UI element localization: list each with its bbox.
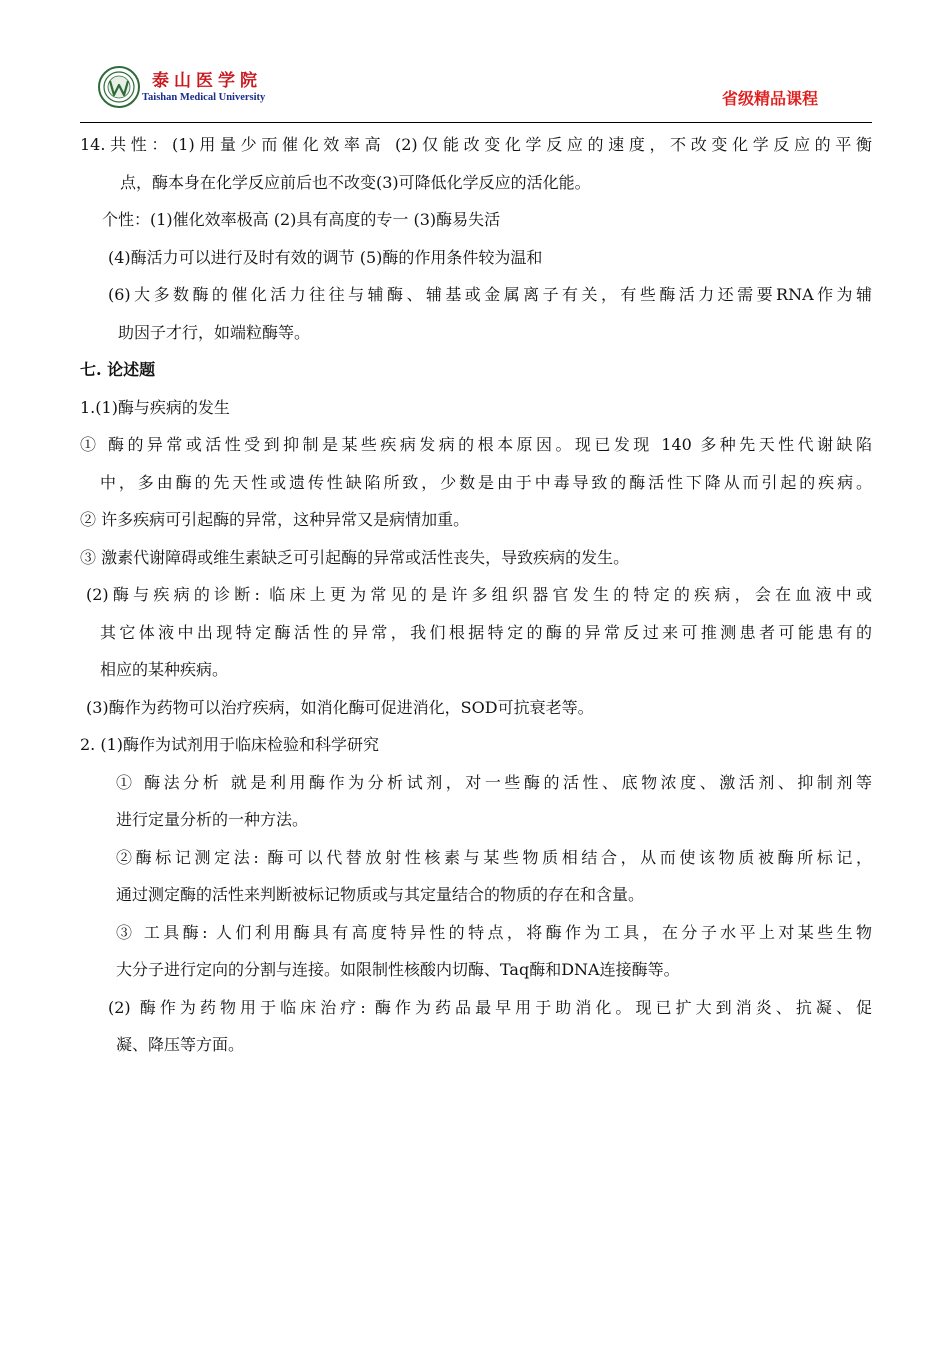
text-line: 进行定量分析的一种方法。 [116, 810, 309, 829]
text-line: 凝、降压等方面。 [116, 1035, 245, 1054]
text-line: 相应的某种疾病。 [100, 660, 229, 679]
text-line: 14.共性：(1)用量少而催化效率高 (2)仅能改变化学反应的速度，不改变化学反应的平衡 [80, 135, 872, 154]
section-heading: 七. 论述题 [80, 360, 156, 379]
text-line: 助因子才行，如端粒酶等。 [118, 322, 311, 342]
text-line: ① 酶法分析 就是利用酶作为分析试剂，对一些酶的活性、底物浓度、激活剂、抑制剂等 [116, 772, 872, 792]
text-line: 点，酶本身在化学反应前后也不改变(3)可降低化学反应的活化能。 [120, 172, 591, 192]
university-logo [98, 66, 140, 108]
text-line: 2. (1)酶作为试剂用于临床检验和科学研究 [80, 735, 380, 754]
text-line: (3)酶作为药物可以治疗疾病，如消化酶可促进消化，SOD可抗衰老等。 [86, 697, 594, 717]
text-line: (2) 酶作为药物用于临床治疗: 酶作为药品最早用于助消化。现已扩大到消炎、抗凝、促 [108, 997, 872, 1017]
text-line: 其它体液中出现特定酶活性的异常，我们根据特定的酶的异常反过来可推测患者可能患有的 [100, 622, 872, 642]
school-name-en: Taishan Medical University [142, 92, 266, 103]
text-line: ②酶标记测定法: 酶可以代替放射性核素与某些物质相结合，从而使该物质被酶所标记， [116, 847, 872, 867]
text-line: 1.(1)酶与疾病的发生 [80, 397, 230, 417]
text-line: 通过测定酶的活性来判断被标记物质或与其定量结合的物质的存在和含量。 [116, 885, 645, 904]
course-badge: 省级精品课程 [721, 89, 818, 108]
document-body [80, 126, 872, 1064]
text-line: ① 酶的异常或活性受到抑制是某些疾病发病的根本原因。现已发现 140 多种先天性代谢缺陷 [80, 435, 872, 454]
text-line: (2)酶与疾病的诊断: 临床上更为常见的是许多组织器官发生的特定的疾病，会在血液中或 [86, 585, 872, 604]
page-header [80, 60, 872, 123]
text-line: (4)酶活力可以进行及时有效的调节 (5)酶的作用条件较为温和 [108, 247, 543, 267]
text-line: 个性：(1)催化效率极高 (2)具有高度的专一 (3)酶易失活 [102, 210, 501, 229]
text-line: (6)大多数酶的催化活力往往与辅酶、辅基或金属离子有关，有些酶活力还需要RNA作为辅 [108, 285, 872, 304]
text-line: ③ 激素代谢障碍或维生素缺乏可引起酶的异常或活性丧失，导致疾病的发生。 [80, 547, 630, 567]
text-line: ② 许多疾病可引起酶的异常，这种异常又是病情加重。 [80, 510, 470, 529]
school-name-cn: 泰山医学院 [152, 71, 262, 91]
text-line: 大分子进行定向的分割与连接。如限制性核酸内切酶、Taq酶和DNA连接酶等。 [116, 960, 680, 979]
text-line: 中，多由酶的先天性或遗传性缺陷所致，少数是由于中毒导致的酶活性下降从而引起的疾病。 [100, 472, 872, 492]
text-line: ③ 工具酶: 人们利用酶具有高度特异性的特点，将酶作为工具，在分子水平上对某些生物 [116, 922, 872, 942]
